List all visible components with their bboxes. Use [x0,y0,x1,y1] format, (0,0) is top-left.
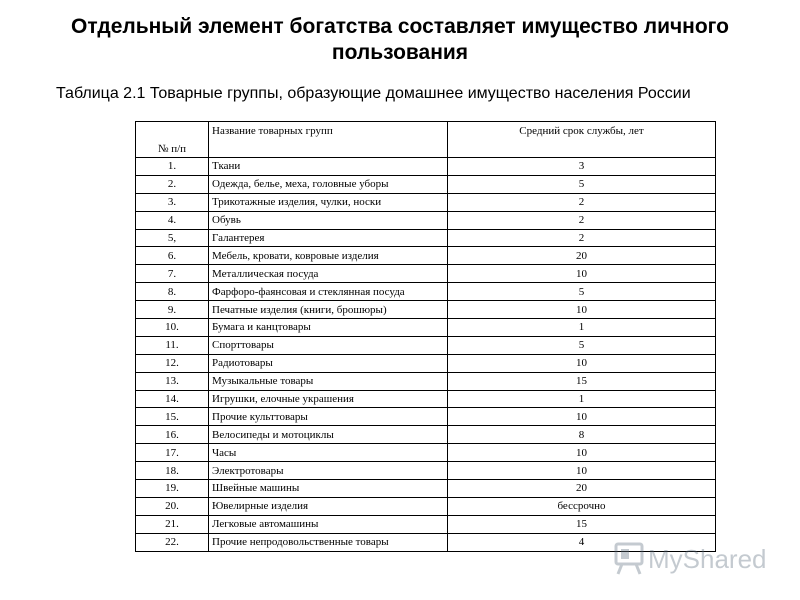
row-group-name: Электротовары [209,462,448,480]
row-service-life: 1 [448,319,716,337]
row-number: 17. [136,444,209,462]
row-service-life: бессрочно [448,497,716,515]
board-leg-left [618,564,622,574]
row-number: 13. [136,372,209,390]
row-group-name: Ткани [209,158,448,176]
row-number: 12. [136,354,209,372]
header-number: № п/п [136,122,209,158]
table-row [136,462,716,480]
row-group-name: Трикотажные изделия, чулки, носки [209,193,448,211]
row-group-name: Легковые автомашины [209,515,448,533]
row-number: 2. [136,175,209,193]
row-number: 6. [136,247,209,265]
header-service-life: Средний срок службы, лет [448,122,716,158]
table-row [136,354,716,372]
table-row [136,444,716,462]
table-row [136,515,716,533]
row-number: 11. [136,336,209,354]
row-number: 16. [136,426,209,444]
row-group-name: Галантерея [209,229,448,247]
row-number: 4. [136,211,209,229]
row-service-life: 3 [448,158,716,176]
slide-title-line-2: пользования [331,41,469,64]
row-service-life: 15 [448,515,716,533]
row-number: 7. [136,265,209,283]
table-row [136,372,716,390]
board-leg-right [636,564,640,574]
row-service-life: 10 [448,462,716,480]
row-number: 5, [136,229,209,247]
row-number: 19. [136,480,209,498]
row-group-name: Бумага и канцтовары [209,319,448,337]
table-row [136,390,716,408]
row-service-life: 5 [448,336,716,354]
row-group-name: Игрушки, елочные украшения [209,390,448,408]
row-service-life: 20 [448,247,716,265]
row-service-life: 10 [448,265,716,283]
row-number: 8. [136,283,209,301]
row-group-name: Спорттовары [209,336,448,354]
table-row [136,265,716,283]
header-group-name: Название товарных групп [209,122,448,158]
row-number: 10. [136,319,209,337]
row-group-name: Металлическая посуда [209,265,448,283]
row-service-life: 10 [448,301,716,319]
row-group-name: Радиотовары [209,354,448,372]
table-row [136,408,716,426]
table-row [136,247,716,265]
table-row [136,175,716,193]
row-number: 3. [136,193,209,211]
row-service-life: 10 [448,444,716,462]
row-service-life: 2 [448,211,716,229]
slide-title [0,14,800,66]
row-service-life: 4 [448,533,716,551]
table-row [136,497,716,515]
row-group-name: Фарфоро-фаянсовая и стеклянная посуда [209,283,448,301]
row-group-name: Обувь [209,211,448,229]
row-group-name: Мебель, кровати, ковровые изделия [209,247,448,265]
row-group-name: Часы [209,444,448,462]
row-number: 15. [136,408,209,426]
row-service-life: 2 [448,229,716,247]
table-row [136,283,716,301]
table-row [136,301,716,319]
row-service-life: 20 [448,480,716,498]
row-service-life: 10 [448,408,716,426]
table-caption: Таблица 2.1 Товарные группы, образующие домашнее имущество населения России [56,85,691,102]
row-service-life: 2 [448,193,716,211]
row-group-name: Велосипеды и мотоциклы [209,426,448,444]
row-service-life: 15 [448,372,716,390]
row-service-life: 8 [448,426,716,444]
row-group-name: Швейные машины [209,480,448,498]
table-row [136,211,716,229]
row-number: 18. [136,462,209,480]
watermark-text: MyShared [648,544,767,574]
slide-title-line-1: Отдельный элемент богатства составляет имущество личного [71,15,729,38]
row-service-life: 5 [448,283,716,301]
table-row [136,158,716,176]
table-row [136,426,716,444]
goods-table-body [136,158,716,552]
header-row [136,122,716,158]
row-service-life: 10 [448,354,716,372]
table-row [136,319,716,337]
row-group-name: Ювелирные изделия [209,497,448,515]
row-group-name: Одежда, белье, меха, головные уборы [209,175,448,193]
row-service-life: 5 [448,175,716,193]
row-number: 22. [136,533,209,551]
goods-table-header [136,122,716,158]
goods-table [135,121,716,552]
table-row [136,336,716,354]
row-number: 1. [136,158,209,176]
row-group-name: Печатные изделия (книги, брошюры) [209,301,448,319]
row-number: 9. [136,301,209,319]
row-number: 14. [136,390,209,408]
row-group-name: Прочие культтовары [209,408,448,426]
table-row [136,480,716,498]
row-number: 20. [136,497,209,515]
row-group-name: Музыкальные товары [209,372,448,390]
table-row [136,193,716,211]
row-number: 21. [136,515,209,533]
row-group-name: Прочие непродовольственные товары [209,533,448,551]
table-row [136,533,716,551]
row-service-life: 1 [448,390,716,408]
table-row [136,229,716,247]
